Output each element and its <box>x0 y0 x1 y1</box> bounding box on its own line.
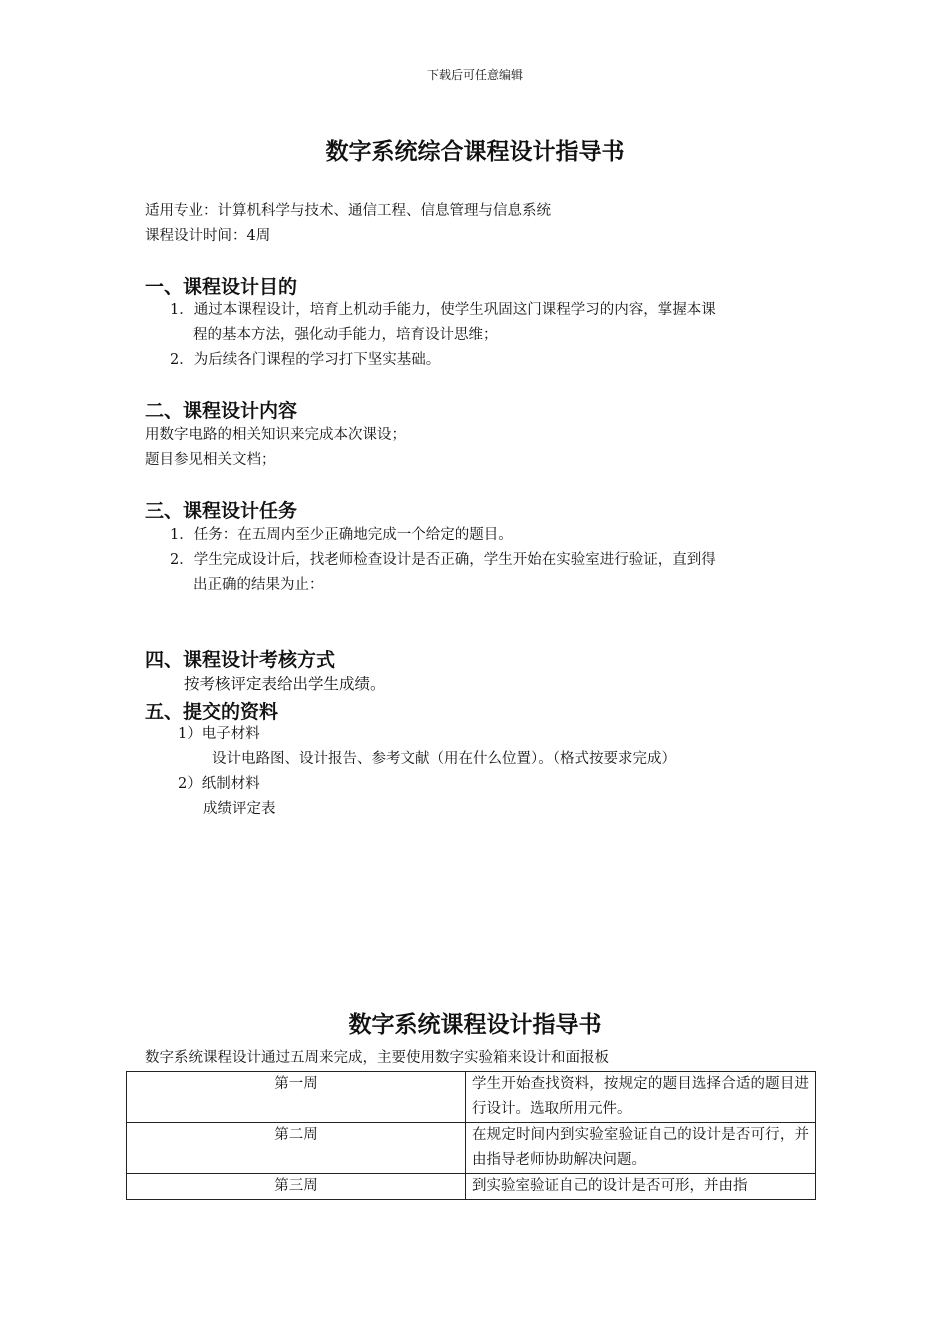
weekly-schedule-table <box>126 1071 816 1200</box>
week-cell: 第二周 <box>127 1123 466 1174</box>
table-row <box>127 1072 816 1123</box>
purpose-item-1-cont: 程的基本方法，强化动手能力，培育设计思维； <box>193 327 498 343</box>
assessment-line: 按考核评定表给出学生成绩。 <box>184 675 386 693</box>
submission-item-2-detail: 成绩评定表 <box>203 801 276 817</box>
table-row <box>127 1123 816 1174</box>
week-cell: 第三周 <box>127 1174 466 1200</box>
section-heading-content: 二、课程设计内容 <box>145 400 298 422</box>
section-heading-submission: 五、提交的资料 <box>145 701 279 723</box>
doc2-intro: 数字系统课程设计通过五周来完成，主要使用数字实验箱来设计和面报板 <box>145 1050 609 1066</box>
week-description: 在规定时间内到实验室验证自己的设计是否可行，并由指导老师协助解决问题。 <box>466 1123 816 1174</box>
content-line-2: 题目参见相关文档； <box>145 452 276 468</box>
content-line-1: 用数字电路的相关知识来完成本次课设； <box>145 427 406 443</box>
week-description-text: 到实验室验证自己的设计是否可形，并由指 <box>472 1178 748 1194</box>
week-description <box>466 1174 816 1200</box>
section-heading-purpose: 一、课程设计目的 <box>145 276 298 298</box>
task-item-2-cont: 出正确的结果为止： <box>193 577 324 593</box>
doc-title: 数字系统综合课程设计指导书 <box>325 139 625 165</box>
page-header-note: 下载后可任意编辑 <box>426 68 523 82</box>
applicable-majors: 适用专业：计算机科学与技术、通信工程、信息管理与信息系统 <box>145 203 551 219</box>
task-item-2: 2．学生完成设计后，找老师检查设计是否正确，学生开始在实验室进行验证，直到得 <box>170 552 716 568</box>
section-heading-tasks: 三、课程设计任务 <box>145 500 298 522</box>
table-row <box>127 1174 816 1200</box>
week-description: 学生开始查找资料，按规定的题目选择合适的题目进行设计。选取所用元件。 <box>466 1072 816 1123</box>
submission-item-1-detail: 设计电路图、设计报告、参考文献（用在什么位置）。（格式按要求完成） <box>212 751 676 767</box>
section-heading-assessment: 四、课程设计考核方式 <box>145 649 336 671</box>
submission-item-1: 1）电子材料 <box>178 726 260 742</box>
submission-item-2: 2）纸制材料 <box>178 776 260 792</box>
task-item-1: 1．任务：在五周内至少正确地完成一个给定的题目。 <box>170 527 513 543</box>
course-duration: 课程设计时间：4周 <box>145 228 271 244</box>
week-cell: 第一周 <box>127 1072 466 1123</box>
doc2-title: 数字系统课程设计指导书 <box>348 1012 602 1038</box>
purpose-item-1: 1．通过本课程设计，培育上机动手能力，使学生巩固这门课程学习的内容，掌握本课 <box>170 302 716 318</box>
purpose-item-2: 2．为后续各门课程的学习打下坚实基础。 <box>170 352 441 368</box>
